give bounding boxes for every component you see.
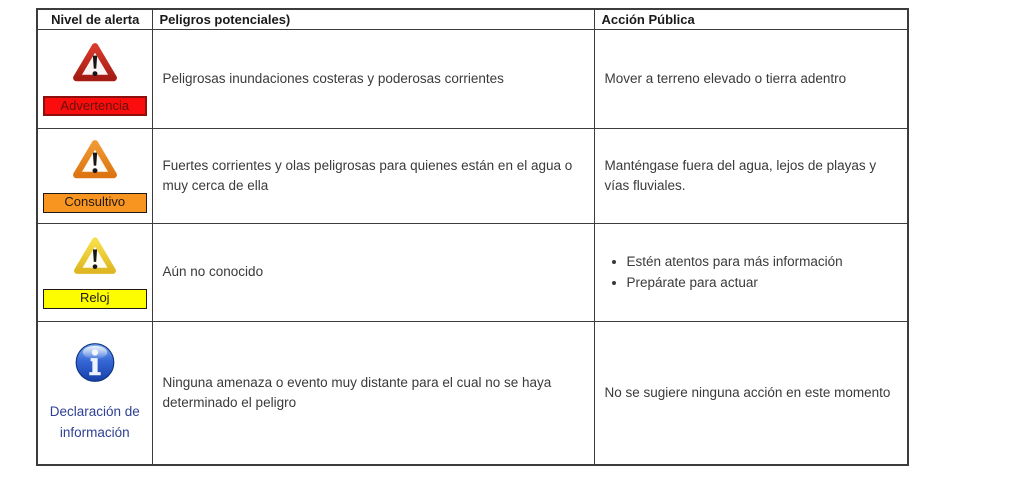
header-row — [37, 9, 908, 29]
action-list-cell — [594, 223, 908, 321]
alert-level-badge: Consultivo — [43, 193, 147, 213]
action-bullet-list — [605, 252, 896, 292]
info-circle-blue-icon — [74, 341, 116, 384]
alert-level-badge: Advertencia — [43, 96, 147, 116]
alert-level-badge: Reloj — [43, 289, 147, 309]
hazard-text: Aún no conocido — [152, 223, 594, 321]
action-bullet: • Prepárate para actuar — [627, 273, 896, 293]
warning-triangle-orange-icon — [72, 139, 118, 180]
hazard-text: Peligrosas inundaciones costeras y poderosas corrientes — [152, 29, 594, 128]
warning-triangle-red-icon — [72, 42, 118, 83]
col-header-potential-hazards: Peligros potenciales) — [152, 9, 594, 29]
table-row-warning — [37, 29, 908, 128]
alert-level-cell — [37, 223, 152, 321]
col-header-alert-level: Nivel de alerta — [37, 9, 152, 29]
action-text: Mover a terreno elevado o tierra adentro — [594, 29, 908, 128]
action-text: No se sugiere ninguna acción en este momento — [594, 321, 908, 465]
action-text: Manténgase fuera del agua, lejos de playas y vías fluviales. — [594, 128, 908, 223]
alert-level-cell — [37, 321, 152, 465]
warning-triangle-yellow-icon — [73, 236, 117, 276]
action-bullet: • Estén atentos para más información — [627, 252, 896, 272]
hazard-text: Ninguna amenaza o evento muy distante para el cual no se haya determinado el peligro — [152, 321, 594, 465]
alert-levels-table — [36, 8, 909, 466]
alert-level-cell — [37, 128, 152, 223]
alert-level-label: Declaración de información — [49, 404, 140, 441]
col-header-public-action: Acción Pública — [594, 9, 908, 29]
alert-level-cell — [37, 29, 152, 128]
hazard-text: Fuertes corrientes y olas peligrosas para quienes están en el agua o muy cerca de ella — [152, 128, 594, 223]
table-row-watch — [37, 223, 908, 321]
table-row-information-statement — [37, 321, 908, 465]
table-row-advisory — [37, 128, 908, 223]
